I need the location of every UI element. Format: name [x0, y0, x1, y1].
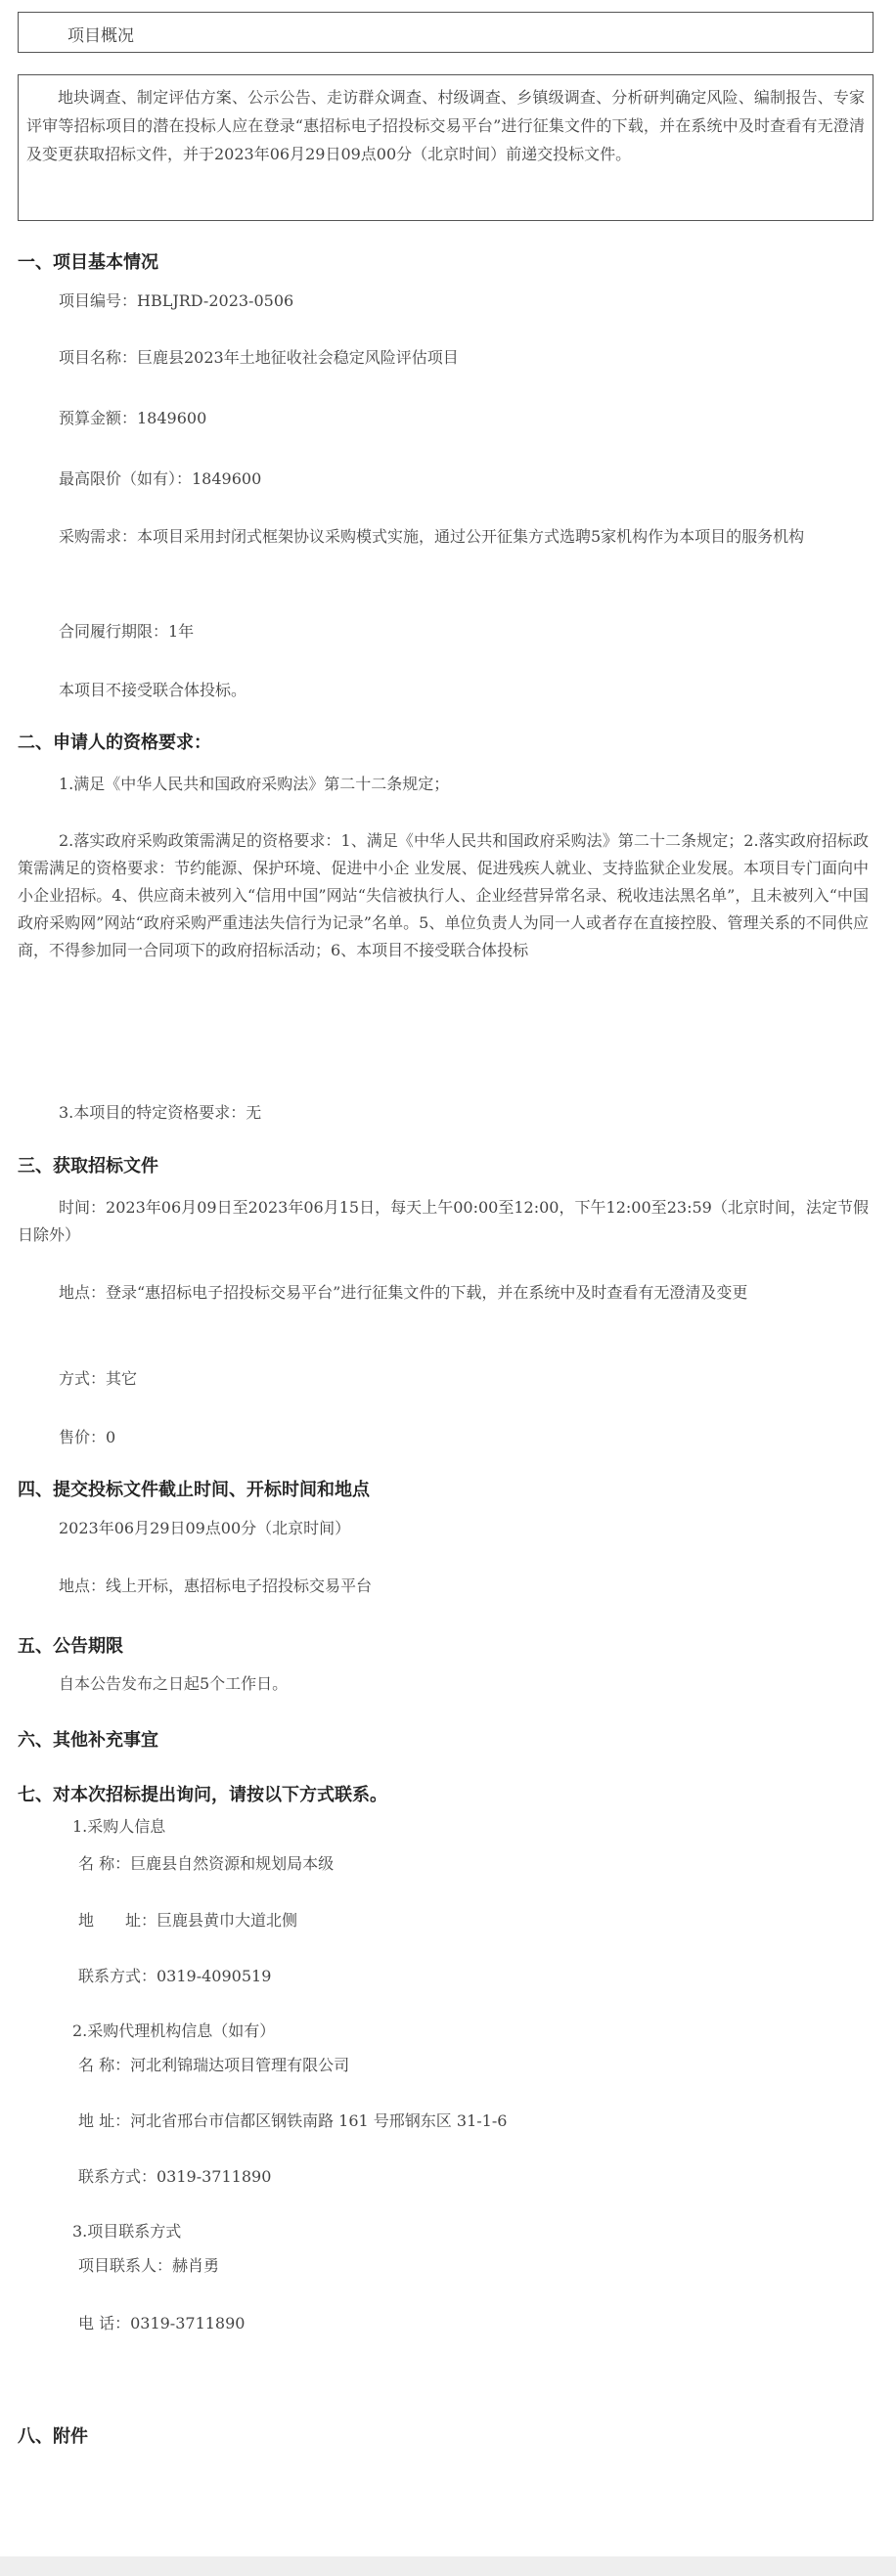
project-contact-phone: 电 话：0319-3711890: [78, 2314, 246, 2332]
footer-bar: [0, 2556, 896, 2576]
section-3-heading: 三、获取招标文件: [18, 1156, 158, 1177]
overview-box: [18, 12, 874, 53]
obtain-method: 方式：其它: [59, 1369, 138, 1388]
price-limit: 最高限价（如有）：1849600: [59, 469, 262, 488]
obtain-time: 时间：2023年06月09日至2023年06月15日，每天上午00:00至12:00，下午12:00至23:59（北京时间，法定节假日除外）: [18, 1198, 869, 1244]
agency-contact: 联系方式：0319-3711890: [78, 2167, 272, 2186]
qualification-3: 3.本项目的特定资格要求：无: [59, 1103, 262, 1122]
intro-text: 地块调查、制定评估方案、公示公告、走访群众调查、村级调查、乡镇级调查、分析研判确定风险、编制报告、专家评审等招标项目的潜在投标人应在登录“惠招标电子招投标交易平台”进行征集文件的下载，并在系统中及时查看有无澄清及变更获取招标文件，并于2023年06月29日09点00分（北京时间）前递交投标文件。: [26, 88, 865, 163]
project-number: 项目编号：HBLJRD-2023-0506: [59, 291, 294, 310]
notice-period: 自本公告发布之日起5个工作日。: [59, 1674, 289, 1693]
section-7-heading: 七、对本次招标提出询问，请按以下方式联系。: [18, 1785, 387, 1805]
agency-address: 地 址：河北省邢台市信都区钢铁南路 161 号邢钢东区 31-1-6: [78, 2111, 508, 2130]
qualification-1: 1.满足《中华人民共和国政府采购法》第二十二条规定；: [59, 775, 450, 793]
purchaser-address: 地 址：巨鹿县黄巾大道北侧: [78, 1911, 298, 1930]
agency-name: 名 称：河北利锦瑞达项目管理有限公司: [78, 2056, 350, 2074]
section-1-heading: 一、项目基本情况: [18, 252, 158, 273]
project-name: 项目名称：巨鹿县2023年土地征收社会稳定风险评估项目: [59, 348, 459, 367]
budget-amount: 预算金额：1849600: [59, 409, 207, 427]
section-6-heading: 六、其他补充事宜: [18, 1730, 158, 1751]
obtain-price: 售价：0: [59, 1428, 116, 1446]
section-8-heading: 八、附件: [18, 2426, 88, 2447]
overview-title: 项目概况: [67, 26, 134, 46]
agency-info-title: 2.采购代理机构信息（如有）: [72, 2021, 276, 2040]
section-4-heading: 四、提交投标文件截止时间、开标时间和地点: [18, 1480, 370, 1500]
purchaser-info-title: 1.采购人信息: [72, 1817, 166, 1836]
section-5-heading: 五、公告期限: [18, 1636, 123, 1657]
project-contact-title: 3.项目联系方式: [72, 2222, 182, 2241]
intro-box: [18, 74, 874, 221]
purchaser-name: 名 称：巨鹿县自然资源和规划局本级: [78, 1854, 335, 1873]
opening-location: 地点：线上开标，惠招标电子招投标交易平台: [59, 1577, 373, 1595]
section-2-heading: 二、申请人的资格要求：: [18, 733, 211, 753]
project-contact-person: 项目联系人：赫肖勇: [78, 2256, 220, 2275]
procurement-need: 采购需求：本项目采用封闭式框架协议采购模式实施，通过公开征集方式选聘5家机构作为本项目的服务机构: [59, 527, 805, 546]
purchaser-contact: 联系方式：0319-4090519: [78, 1967, 272, 1985]
deadline-time: 2023年06月29日09点00分（北京时间）: [59, 1519, 351, 1537]
qualification-2: 2.落实政府采购政策需满足的资格要求：1、满足《中华人民共和国政府采购法》第二十二条规定；2.落实政府招标政策需满足的资格要求：节约能源、保护环境、促进中小企 业发展、促进残疾人就业、支持监狱企业发展。本项目专门面向中小企业招标。4、供应商未被列入“信用中国”网站“失信被执行人、企业经营异常名录、税收违法黑名单”，且未被列入“中国政府采购网”网站“政府采购严重违法失信行为记录”名单。5、单位负责人为同一人或者存在直接控股、管理关系的不同供应商，不得参加同一合同项下的政府招标活动；6、本项目不接受联合体投标: [18, 831, 869, 959]
no-consortium: 本项目不接受联合体投标。: [59, 681, 247, 699]
contract-period: 合同履行期限：1年: [59, 622, 195, 641]
obtain-location: 地点：登录“惠招标电子招投标交易平台”进行征集文件的下载，并在系统中及时查看有无澄清及变更: [59, 1283, 748, 1302]
